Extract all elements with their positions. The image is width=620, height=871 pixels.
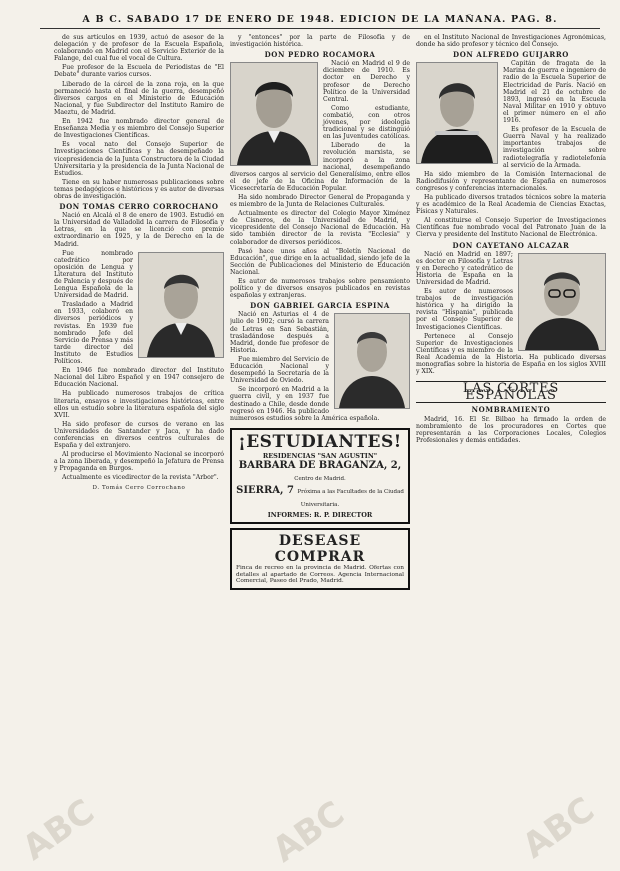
paragraph: Se incorporó en Madrid a la guerra civil, y en 1937 fue destinado a Chile, desde donde regresó en 1946. Ha publicado numerosos estudios sobre la América española. (230, 386, 380, 422)
page-header: A B C. SABADO 17 DE ENERO DE 1948. EDICION DE LA MAÑANA. PAG. 8. (40, 14, 600, 29)
ad-note: Centro de Madrid. (294, 475, 346, 482)
paragraph: y "entonces" por la parte de Filosofía y de investigación histórica. (230, 34, 410, 49)
ad-line: INFORMES: R. P. DIRECTOR (267, 510, 373, 519)
portrait-photo (230, 62, 318, 166)
paragraph: Es profesor de la Escuela de Guerra Naval y ha realizado importantes trabajos de investigación sobre radiotelegrafía y radiotelefonía al servicio de la Armada. (503, 126, 606, 169)
paragraph: Trasladado a Madrid en 1933, colaboró en diversos periódicos y revistas. En 1939 fue nombrado Jefe del Servicio de Prensa y más tarde director del Instituto de Estudios Políticos. (54, 301, 133, 366)
section-heading: DON CAYETANO ALCAZAR (452, 240, 570, 250)
paragraph: Nació en Madrid el 9 de diciembre de 1910. Es doctor en Derecho y profesor de Derecho Político de la Universidad Central. (323, 60, 410, 103)
paragraph: En 1946 fue nombrado director del Instituto Nacional del Libro Español y en 1947 consejero de Educación Nacional. (54, 367, 224, 389)
section-heading: DON ALFREDO GUIJARRO (453, 50, 569, 60)
ad-desease-comprar (230, 528, 410, 590)
photo-caption: D. Tomás Cerro Corrochano (92, 484, 186, 491)
portrait-illustration (417, 63, 497, 163)
paragraph: Pasó hace unos años al "Boletín Nacional de Educación", que dirige en la actualidad, siendo jefe de la Sección de Publicaciones del Ministerio de Educación Nacional. (230, 247, 410, 276)
paragraph: Como estudiante, combatió, con otros jóvenes, por ideología tradicional y se distinguió en las Juventudes católicas. (323, 104, 410, 141)
portrait-illustration (519, 254, 605, 350)
ad-text: Finca de recreo en la provincia de Madrid. Ofertas con detalles al apartado de Correos. Agencia Internacional Comercial, Paseo del Prado, Madrid. (236, 564, 404, 585)
ad-line: RESIDENCIAS "SAN AGUSTIN" (262, 451, 378, 460)
section-heading: NOMBRAMIENTO (471, 405, 551, 415)
paragraph: Al constituirse el Consejo Superior de Investigaciones Científicas fue nombrado vocal del Patronato Juan de la Cierva y presidente del Instituto Nacional de Electrónica. (416, 217, 606, 239)
ad-line (236, 485, 404, 511)
paragraph: Es autor de numerosos trabajos de investigación histórica y ha dirigido la revista "Hispania", publicada por el Consejo Superior de Investigaciones Científicas. (416, 288, 513, 331)
paragraph: Fue profesor de la Escuela de Periodistas de "El Debate" durante varios cursos. (54, 64, 224, 79)
abc-watermark: ABC (515, 789, 602, 867)
paragraph: Pertenece al Consejo Superior de Investigaciones Científicas y es miembro de la Real Academia de la Historia. Ha publicado diversas monografías sobre la historia de España en los siglos XVIII y XIX. (416, 332, 606, 376)
paragraph: Es vocal nato del Consejo Superior de Investigaciones Científicas y ha desempeñado la vicepresidencia de la Junta Constructora de la Ciudad Universitaria y la presidencia de la Junta Nacional de Estudios. (54, 141, 224, 177)
abc-watermark: ABC (15, 791, 102, 869)
section-heading: DON TOMAS CERRO CORROCHANO (59, 202, 219, 212)
column-3 (416, 34, 606, 860)
cortes-headline: LAS CORTES ESPAÑOLAS (416, 381, 606, 403)
portrait-illustration (231, 63, 317, 165)
paragraph: Nació en Alcalá el 8 de enero de 1903. Estudió en la Universidad de Valladolid la carrera de Filosofía y Letras, en la que se licenció con premio extraordinario en 1925, y la de Derecho en la de Madrid. (54, 212, 224, 248)
ad-note: Próxima a las Facultades de la Ciudad Universitaria. (297, 488, 404, 508)
paragraph: Actualmente es director del Colegio Mayor Ximénez de Cisneros, de la Universidad de Madrid, y vicepresidente del Consejo Nacional de Educación. Ha sido también director de la revista "Ecclesia" y colaborador de diversos periódicos. (230, 210, 410, 246)
ad-address: SIERRA, 7 (236, 484, 294, 496)
portrait-photo (334, 313, 410, 409)
paragraph: en el Instituto Nacional de Investigaciones Agronómicas, donde ha sido profesor y técnico del Consejo. (416, 34, 606, 49)
paragraph: Fue miembro del Servicio de Educación Nacional y desempeñó la Secretaría de la Universidad de Oviedo. (230, 355, 329, 385)
paragraph: Ha publicado numerosos trabajos de crítica literaria, ensayos e investigaciones históricas, entre ellos un estudio sobre la literatura española del siglo XVII. (54, 390, 224, 419)
portrait-photo (138, 252, 224, 358)
paragraph: En 1942 fue nombrado director general de Enseñanza Media y es miembro del Consejo Superior de Investigaciones Científicas. (54, 118, 224, 140)
portrait-photo (518, 253, 606, 351)
paragraph: Ha sido miembro de la Comisión Internacional de Radiodifusión y representante de España en numerosos congresos y conferencias internacionales. (416, 170, 606, 192)
paragraph: Ha sido profesor de cursos de verano en las Universidades de Santander y Jaca, y ha dado conferencias en diversos centros culturales de España y del extranjero. (54, 420, 224, 450)
ad-address: BARBARA DE BRAGANZA, 2, (238, 459, 402, 471)
paragraph: Ha sido nombrado Director General de Propaganda y es miembro de la Junta de Relaciones Culturales. (230, 193, 410, 209)
paragraph: Al producirse el Movimiento Nacional se incorporó a la zona liberada, y desempeñó la Jefatura de Prensa y Propaganda en Burgos. (54, 451, 224, 473)
paragraph: Madrid, 16. El Sr. Bilbao ha firmado la orden de nombramiento de los procuradores en Cortes que representarán a las Corporaciones Locales, Colegios Profesionales y demás entidades. (416, 415, 606, 444)
column-2 (230, 34, 410, 860)
paragraph: Tiene en su haber numerosas publicaciones sobre temas pedagógicos e históricos y es autor de diversas obras de investigación. (54, 178, 224, 200)
ad-estudiantes (230, 428, 410, 524)
paragraph: Nació en Asturias el 4 de julio de 1902; cursó la carrera de Letras en San Sebastián, trasladándose después a Madrid, donde fue profesor de Historia. (230, 311, 329, 354)
abc-watermark: ABC (265, 793, 352, 871)
paragraph: Fue nombrado catedrático por oposición de Lengua y Literatura del Instituto de Palencia y después de Lengua Española de la Universidad de Madrid. (54, 249, 133, 300)
section-heading: DON PEDRO ROCAMORA (264, 50, 376, 60)
portrait-illustration (139, 253, 223, 357)
paragraph: Actualmente es vicedirector de la revista "Arbor". (62, 474, 219, 482)
ad-title: ¡ESTUDIANTES! (238, 431, 402, 452)
paragraph: Capitán de fragata de la Marina de guerra e ingeniero de radio de la Escuela Superior de Electricidad de París. Nació en Madrid el 21 de octubre de 1893, ingresó en la Escuela Naval Militar en 1910 y obtuvo el primer número en el año 1916. (503, 60, 606, 125)
section-heading: DON GABRIEL GARCIA ESPINA (250, 301, 390, 311)
portrait-photo (416, 62, 498, 164)
paragraph: Liberado de la cárcel de la zona roja, en la que permaneció hasta el final de la guerra, desempeñó diversos cargos en el Ministerio de Educación Nacional, y fue Subdirector del Instituto Ramiro de Maeztu, de Madrid. (54, 80, 224, 116)
paragraph: Ha publicado diversos tratados técnicos sobre la materia y es académico de la Real Academia de Ciencias Exactas, Físicas y Naturales. (416, 193, 606, 216)
column-1 (54, 34, 224, 860)
paragraph: Es autor de numerosos trabajos sobre pensamiento político y de diversos ensayos publicados en revistas españolas y extranjeras. (230, 278, 410, 300)
paragraph: de sus artículos en 1939, actuó de asesor de la delegación y de profesor de la Escuela Española, colaborando en Madrid con el Servicio Exterior de la Falange, del cual fue el vocal de Cultura. (54, 34, 224, 63)
ad-line (236, 460, 404, 485)
paragraph: Nació en Madrid en 1897; es doctor en Filosofía y Letras y en Derecho y catedrático de Historia de España en la Universidad de Madrid. (416, 250, 513, 286)
paragraph: Liberado de la revolución marxista, se incorporó a la zona nacional, desempeñando diversos cargos al servicio del Generalísimo, entre ellos el de jefe de la Oficina de Información de la Vicesecretaría de Educación Popular. (230, 142, 410, 192)
portrait-illustration (335, 314, 409, 408)
ad-title: DESEASE COMPRAR (274, 532, 366, 565)
